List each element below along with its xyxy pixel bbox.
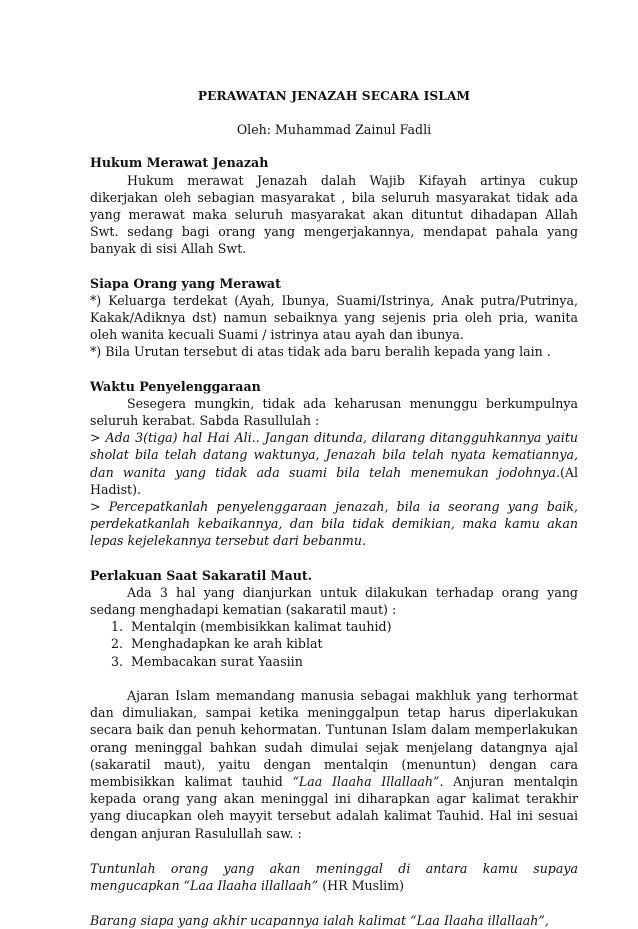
list-item: 2. Menghadapkan ke arah kiblat — [127, 635, 578, 652]
paragraph: Ada 3 hal yang dianjurkan untuk dilakukan terhadap orang yang sedang menghadapi kematian (sakaratil maut) : — [90, 584, 578, 618]
quote-source: (HR Muslim) — [318, 877, 404, 893]
section-waktu — [90, 378, 578, 550]
hadith-quote — [90, 860, 578, 894]
section-heading: Perlakuan Saat Sakaratil Maut. — [90, 567, 313, 583]
section-siapa — [90, 275, 578, 361]
paragraph: Sesegera mungkin, tidak ada keharusan menunggu berkumpulnya seluruh kerabat. Sabda Rasullulah : — [90, 395, 578, 429]
document-title: PERAWATAN JENAZAH SECARA ISLAM — [197, 89, 471, 103]
quote-source: (Al Hadist). — [90, 464, 578, 497]
section-heading: Hukum Merawat Jenazah — [90, 155, 269, 171]
section-heading: Siapa Orang yang Merawat — [90, 275, 281, 291]
hadith-quote — [90, 429, 578, 498]
document-page — [90, 88, 578, 929]
text-run: Ajaran Islam memandang manusia sebagai makhluk yang terhormat dan dimuliakan, sampai ketika meninggalpun tetap harus diperlakukan secara baik dan penuh kehormatan. Tuntunan Islam dalam memperlakukan orang meninggal bahkan sudah dimulai sejak menjelang datangnya ajal (sakaratil maut), yaitu dengan mentalqin (menuntun) dengan cara membisikkan kalimat tauhid — [90, 687, 578, 789]
author-line: Oleh: Muhammad Zainul Fadli — [236, 122, 432, 138]
paragraph: *) Bila Urutan tersebut di atas tidak ada baru beralih kepada yang lain . — [90, 344, 551, 360]
section-heading: Waktu Penyelenggaraan — [90, 378, 261, 394]
numbered-list — [90, 618, 578, 670]
paragraph: Hukum merawat Jenazah dalah Wajib Kifayah artinya cukup dikerjakan oleh sebagian masyarakat , bila seluruh masyarakat tidak ada yang merawat maka seluruh masyarakat akan dituntut dihadapan Allah Swt. sedang bagi orang yang mengerjakannya, mendapat pahala yang banyak di sisi Allah Swt. — [90, 172, 578, 257]
paragraph — [90, 687, 578, 842]
list-item: 1. Mentalqin (membisikkan kalimat tauhid) — [127, 618, 578, 635]
tauhid-phrase: “Laa Ilaaha Illallaah” — [292, 773, 440, 789]
quote-text: > Ada 3(tiga) hal Hai Ali.. Jangan ditunda, dilarang ditangguhkannya yaitu sholat bila telah datang waktunya, Jenazah bila telah nyata kematiannya, dan wanita yang tidak ada suami bila telah menemukan jodohnya. — [90, 430, 578, 480]
section-hukum — [90, 154, 578, 257]
quote-text: Tuntunlah orang yang akan meninggal di antara kamu supaya mengucapkan “Laa Ilaaha illallaah” — [90, 860, 578, 893]
section-sakaratil — [90, 567, 578, 929]
paragraph: *) Keluarga terdekat (Ayah, Ibunya, Suami/Istrinya, Anak putra/Putrinya, Kakak/Adiknya dst) namun sebaiknya yang sejenis pria oleh pria, wanita oleh wanita kecuali Suami / istrinya atau ayah dan ibunya. — [90, 292, 578, 343]
hadith-quote: Barang siapa yang akhir ucapannya ialah kalimat “Laa Ilaaha illallaah”, — [90, 913, 549, 929]
list-item: 3. Membacakan surat Yaasiin — [127, 653, 578, 670]
hadith-quote: > Percepatkanlah penyelenggaraan jenazah, bila ia seorang yang baik, perdekatkanlah kebaikannya, dan bila tidak demikian, maka kamu akan lepas kejelekannya tersebut dari bebanmu. — [90, 499, 578, 549]
text-run: . Anjuran mentalqin kepada orang yang akan meninggal ini diharapkan agar kalimat terakhir yang diucapkan oleh mayyit tersebut adalah kalimat Tauhid. Hal ini sesuai dengan anjuran Rasulullah saw. : — [90, 773, 578, 841]
